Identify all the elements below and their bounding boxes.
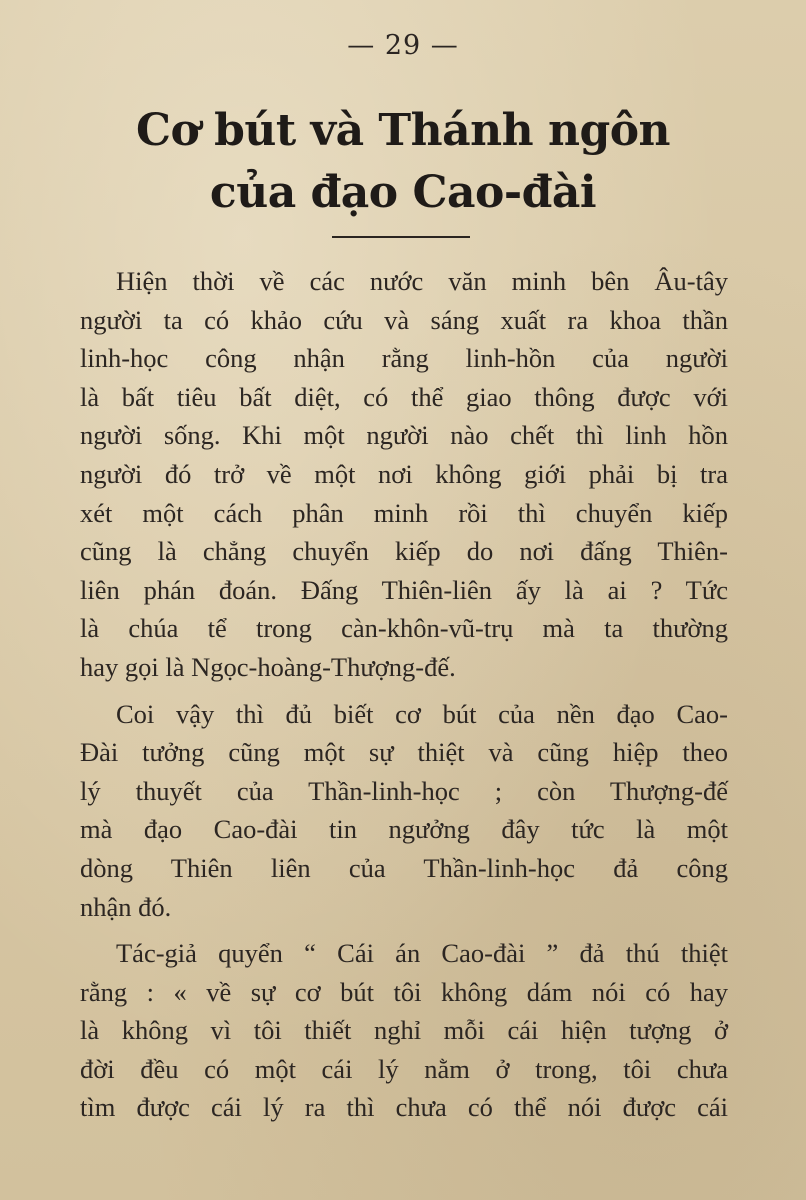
chapter-title-line-1: Cơ bút và Thánh ngôn	[135, 105, 671, 156]
text-line: là bất tiêu bất diệt, có thể giao thông được với	[80, 381, 728, 412]
text-line: người đó trở về một nơi không giới phải bị tra	[80, 458, 728, 489]
chapter-title-line-2: của đạo Cao-đài	[209, 167, 597, 218]
title-divider	[332, 236, 470, 238]
text-line: đời đều có một cái lý nằm ở trong, tôi chưa	[80, 1053, 728, 1084]
text-line: Hiện thời về các nước văn minh bên Âu-tây	[116, 266, 728, 296]
text-line: rằng : « về sự cơ bút tôi không dám nói có hay	[80, 976, 728, 1007]
text-line: Đài tưởng cũng một sự thiệt và cũng hiệp theo	[80, 737, 728, 768]
paragraph-3	[80, 934, 728, 1127]
text-line: linh-học công nhận rằng linh-hồn của người	[80, 343, 728, 374]
text-line: tìm được cái lý ra thì chưa có thể nói được cái	[80, 1092, 728, 1123]
text-line: người sống. Khi một người nào chết thì linh hồn	[80, 420, 728, 451]
text-line: Tác-giả quyển “ Cái án Cao-đài ” đả thú thiệt	[116, 938, 728, 969]
text-line: xét một cách phân minh rồi thì chuyển kiếp	[80, 497, 728, 528]
text-line: lý thuyết của Thần-linh-học ; còn Thượng-đế	[80, 775, 728, 806]
text-line: là không vì tôi thiết nghỉ mỗi cái hiện tượng ở	[80, 1015, 728, 1046]
text-line: nhận đó.	[80, 891, 172, 922]
text-line: dòng Thiên liên của Thần-linh-học đả công	[80, 852, 728, 883]
text-line: mà đạo Cao-đài tin ngưởng đây tức là một	[80, 814, 728, 845]
text-line: cũng là chẳng chuyển kiếp do nơi đấng Thiên-	[80, 536, 728, 567]
paragraph-1	[80, 262, 728, 687]
body-text	[80, 262, 728, 1135]
chapter-title	[0, 100, 806, 224]
page-number: — 29 —	[347, 30, 459, 61]
paragraph-2	[80, 695, 728, 927]
text-line: hay gọi là Ngọc-hoàng-Thượng-đế.	[80, 651, 456, 682]
text-line: người ta có khảo cứu và sáng xuất ra khoa thần	[80, 304, 728, 335]
text-line: là chúa tể trong càn-khôn-vũ-trụ mà ta thường	[80, 613, 728, 644]
text-line: liên phán đoán. Đấng Thiên-liên ấy là ai ? Tức	[80, 574, 728, 605]
text-line: Coi vậy thì đủ biết cơ bút của nền đạo Cao-	[116, 698, 728, 729]
